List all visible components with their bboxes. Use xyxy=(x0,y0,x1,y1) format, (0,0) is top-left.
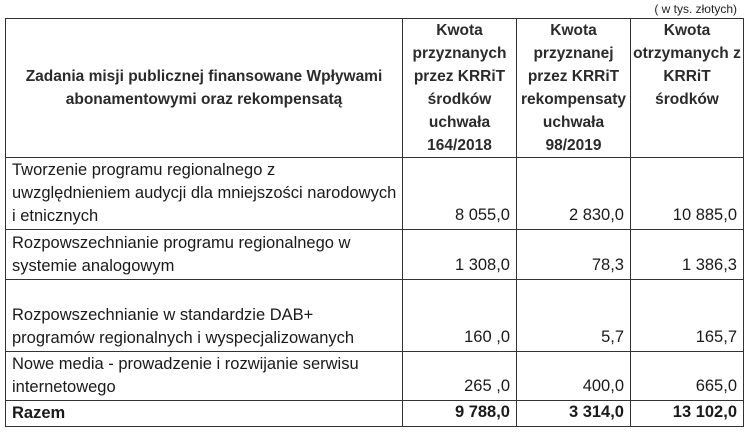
total-row xyxy=(6,401,744,427)
row-received-value: 165,7 xyxy=(631,280,744,352)
row-label: Rozpowszechnianie w standardzie DAB+ programów regionalnych i wyspecjalizowanych xyxy=(6,280,403,352)
row-compensation-value: 400,0 xyxy=(517,352,631,401)
row-granted-value: 160 ,0 xyxy=(403,280,517,352)
header-compensation: Kwota przyznanej przez KRRiT rekompensaty uchwała 98/2019 xyxy=(517,19,631,158)
table-row xyxy=(6,230,744,280)
funding-table xyxy=(5,18,744,427)
row-received-value: 10 885,0 xyxy=(631,158,744,230)
table-header-row xyxy=(6,19,744,158)
row-received-value: 665,0 xyxy=(631,352,744,401)
row-received-value: 1 386,3 xyxy=(631,230,744,280)
row-granted-value: 8 055,0 xyxy=(403,158,517,230)
row-label: Rozpowszechnianie programu regionalnego w systemie analogowym xyxy=(6,230,403,280)
row-compensation-value: 5,7 xyxy=(517,280,631,352)
table-row xyxy=(6,158,744,230)
row-granted-value: 265 ,0 xyxy=(403,352,517,401)
header-label: Zadania misji publicznej finansowane Wpływami abonamentowymi oraz rekompensatą xyxy=(6,19,403,158)
total-label: Razem xyxy=(6,401,403,427)
total-received-value: 13 102,0 xyxy=(631,401,744,427)
row-compensation-value: 2 830,0 xyxy=(517,158,631,230)
table-row xyxy=(6,352,744,401)
total-granted-value: 9 788,0 xyxy=(403,401,517,427)
unit-note: ( w tys. złotych) xyxy=(654,2,737,16)
row-label: Tworzenie programu regionalnego z uwzględnieniem audycji dla mniejszości narodowych i etnicznych xyxy=(6,158,403,230)
total-compensation-value: 3 314,0 xyxy=(517,401,631,427)
header-granted-funds: Kwota przyznanych przez KRRiT środków uchwała 164/2018 xyxy=(403,19,517,158)
row-compensation-value: 78,3 xyxy=(517,230,631,280)
row-granted-value: 1 308,0 xyxy=(403,230,517,280)
table-row xyxy=(6,280,744,352)
header-received-funds: Kwota otrzymanych z KRRiT środków xyxy=(631,19,744,158)
row-label: Nowe media - prowadzenie i rozwijanie serwisu internetowego xyxy=(6,352,403,401)
